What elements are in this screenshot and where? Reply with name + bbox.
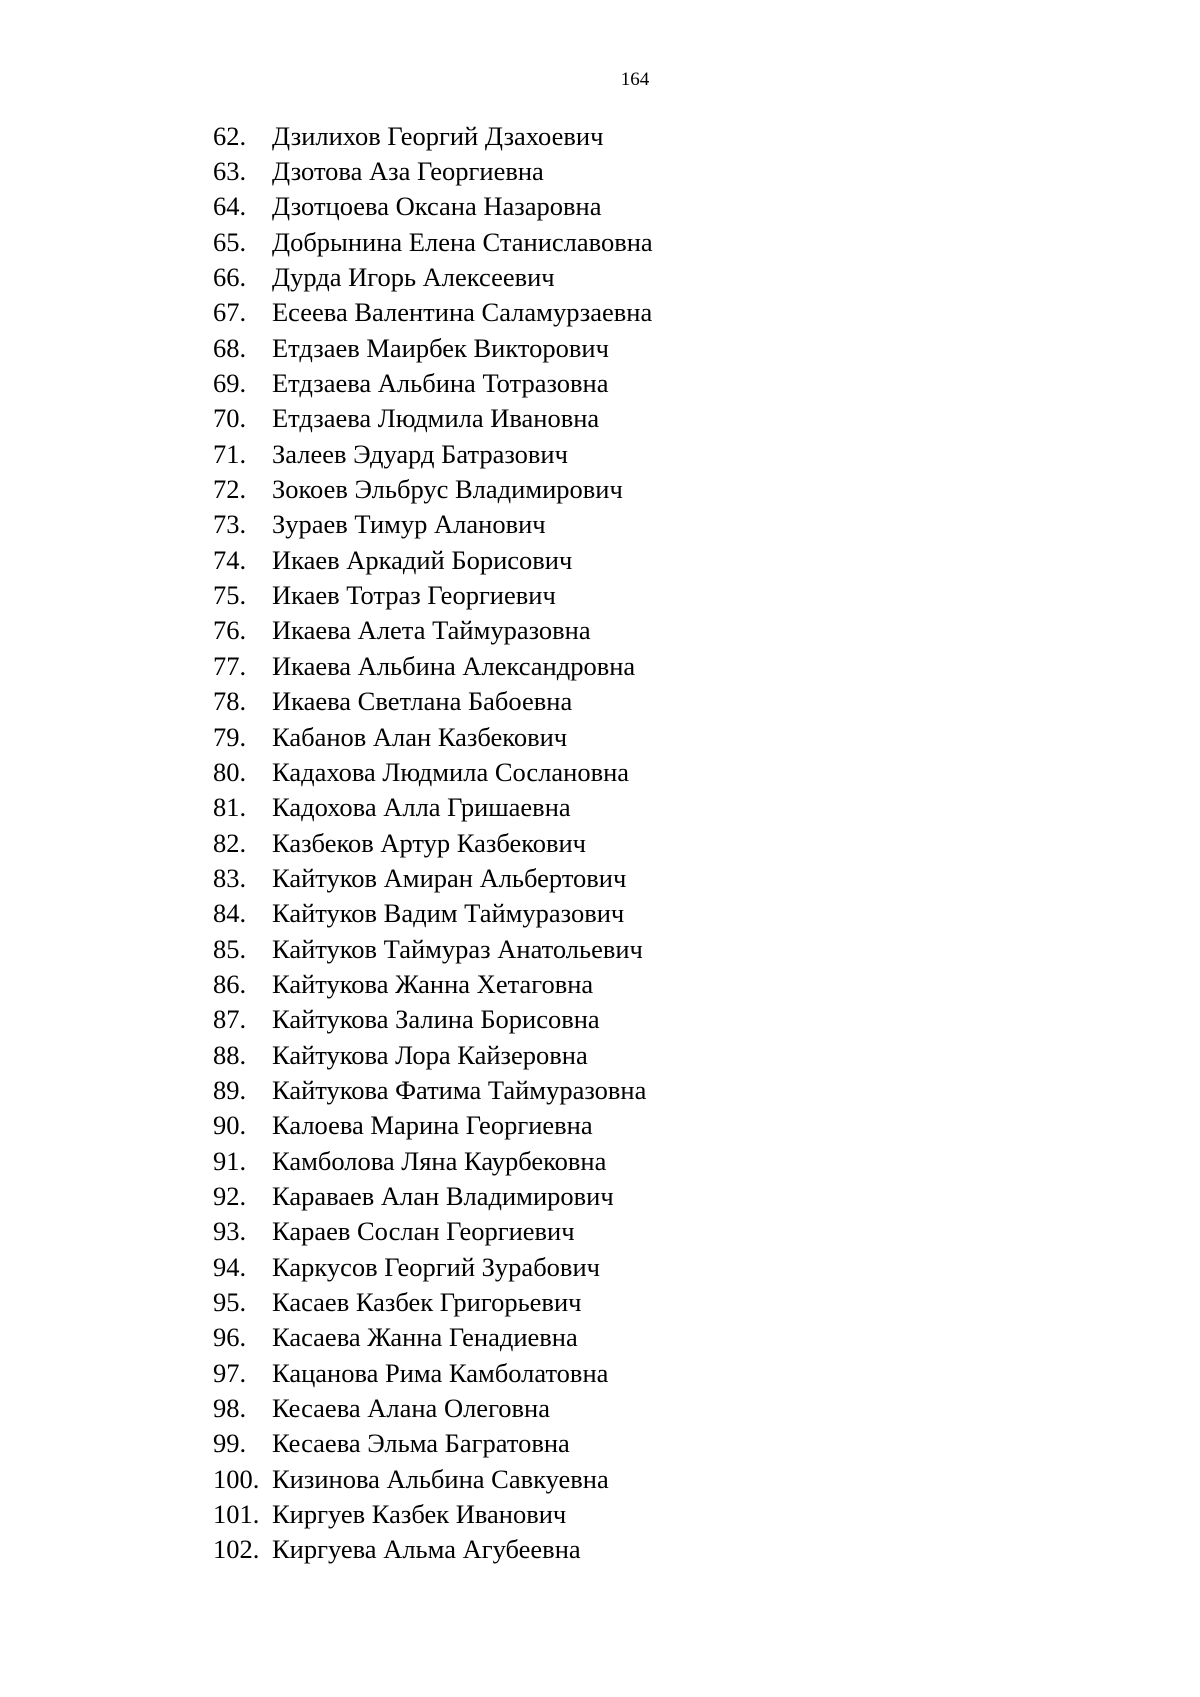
item-name: Дзотцоева Оксана Назаровна xyxy=(272,191,602,222)
list-item xyxy=(0,754,653,789)
list-item xyxy=(0,825,653,860)
item-name: Етдзаева Альбина Тотразовна xyxy=(272,368,609,399)
item-name: Дзотова Аза Георгиевна xyxy=(272,156,544,187)
item-name: Кадахова Людмила Сослановна xyxy=(272,756,630,787)
list-item xyxy=(0,719,653,754)
item-number: 72. xyxy=(213,474,247,505)
list-item xyxy=(0,1496,653,1531)
name-list xyxy=(0,118,653,1567)
item-number: 77. xyxy=(213,650,247,681)
item-number: 75. xyxy=(213,580,247,611)
list-item xyxy=(0,1214,653,1249)
list-item xyxy=(0,471,653,506)
item-number: 94. xyxy=(213,1251,247,1282)
item-name: Кесаева Алана Олеговна xyxy=(272,1393,550,1424)
list-item xyxy=(0,153,653,188)
item-name: Зураев Тимур Аланович xyxy=(272,509,546,540)
list-item xyxy=(0,613,653,648)
list-item xyxy=(0,896,653,931)
item-number: 91. xyxy=(213,1145,247,1176)
item-number: 87. xyxy=(213,1004,247,1035)
item-number: 79. xyxy=(213,721,247,752)
list-item xyxy=(0,365,653,400)
list-item xyxy=(0,330,653,365)
item-number: 92. xyxy=(213,1180,247,1211)
item-number: 64. xyxy=(213,191,247,222)
item-number: 81. xyxy=(213,792,247,823)
list-item xyxy=(0,1284,653,1319)
item-name: Икаева Алета Таймуразовна xyxy=(272,615,591,646)
item-name: Касаева Жанна Генадиевна xyxy=(272,1322,578,1353)
item-name: Калоева Марина Георгиевна xyxy=(272,1110,593,1141)
list-item xyxy=(0,1461,653,1496)
list-item xyxy=(0,189,653,224)
item-number: 83. xyxy=(213,862,247,893)
item-number: 80. xyxy=(213,756,247,787)
list-item xyxy=(0,1178,653,1213)
item-name: Добрынина Елена Станиславовна xyxy=(272,226,653,257)
item-name: Етдзаев Маирбек Викторович xyxy=(272,332,609,363)
item-name: Кесаева Эльма Багратовна xyxy=(272,1428,570,1459)
list-item xyxy=(0,1320,653,1355)
list-item xyxy=(0,860,653,895)
item-number: 95. xyxy=(213,1287,247,1318)
item-name: Зокоев Эльбрус Владимирович xyxy=(272,474,623,505)
item-number: 78. xyxy=(213,686,247,717)
item-number: 97. xyxy=(213,1357,247,1388)
list-item xyxy=(0,542,653,577)
item-number: 66. xyxy=(213,262,247,293)
item-name: Кайтуков Таймураз Анатольевич xyxy=(272,933,643,964)
item-name: Кайтуков Вадим Таймуразович xyxy=(272,898,625,929)
item-number: 102. xyxy=(213,1534,260,1565)
item-name: Казбеков Артур Казбекович xyxy=(272,827,587,858)
item-name: Кайтукова Залина Борисовна xyxy=(272,1004,600,1035)
list-item xyxy=(0,259,653,294)
list-item xyxy=(0,577,653,612)
item-name: Киргуев Казбек Иванович xyxy=(272,1499,567,1530)
item-name: Икаев Аркадий Борисович xyxy=(272,544,573,575)
item-name: Икаев Тотраз Георгиевич xyxy=(272,580,556,611)
item-name: Камболова Ляна Каурбековна xyxy=(272,1145,607,1176)
item-number: 93. xyxy=(213,1216,247,1247)
list-item xyxy=(0,118,653,153)
list-item xyxy=(0,648,653,683)
list-item xyxy=(0,436,653,471)
list-item xyxy=(0,507,653,542)
item-number: 96. xyxy=(213,1322,247,1353)
item-number: 73. xyxy=(213,509,247,540)
item-number: 68. xyxy=(213,332,247,363)
item-name: Киргуева Альма Агубеевна xyxy=(272,1534,581,1565)
item-name: Кайтукова Жанна Хетаговна xyxy=(272,968,594,999)
item-number: 76. xyxy=(213,615,247,646)
item-number: 88. xyxy=(213,1039,247,1070)
list-item xyxy=(0,1355,653,1390)
item-name: Кайтукова Фатима Таймуразовна xyxy=(272,1074,647,1105)
item-name: Каркусов Георгий Зурабович xyxy=(272,1251,600,1282)
item-number: 86. xyxy=(213,968,247,999)
list-item xyxy=(0,1390,653,1425)
list-item xyxy=(0,1249,653,1284)
page-number: 164 xyxy=(620,69,650,90)
list-item xyxy=(0,401,653,436)
item-name: Кайтуков Амиран Альбертович xyxy=(272,862,627,893)
item-name: Кадохова Алла Гришаевна xyxy=(272,792,571,823)
item-number: 74. xyxy=(213,544,247,575)
item-name: Кацанова Рима Камболатовна xyxy=(272,1357,609,1388)
list-item xyxy=(0,1002,653,1037)
item-name: Караев Сослан Георгиевич xyxy=(272,1216,575,1247)
list-item xyxy=(0,931,653,966)
item-number: 67. xyxy=(213,297,247,328)
item-number: 71. xyxy=(213,438,247,469)
item-number: 63. xyxy=(213,156,247,187)
list-item xyxy=(0,790,653,825)
item-name: Икаева Альбина Александровна xyxy=(272,650,636,681)
item-number: 101. xyxy=(213,1499,260,1530)
list-item xyxy=(0,1108,653,1143)
item-name: Кайтукова Лора Кайзеровна xyxy=(272,1039,588,1070)
item-number: 62. xyxy=(213,120,247,151)
item-name: Икаева Светлана Бабоевна xyxy=(272,686,573,717)
list-item xyxy=(0,1037,653,1072)
item-name: Касаев Казбек Григорьевич xyxy=(272,1287,582,1318)
list-item xyxy=(0,224,653,259)
item-number: 70. xyxy=(213,403,247,434)
item-name: Дзилихов Георгий Дзахоевич xyxy=(272,120,604,151)
list-item xyxy=(0,295,653,330)
item-name: Караваев Алан Владимирович xyxy=(272,1180,614,1211)
item-number: 69. xyxy=(213,368,247,399)
item-number: 84. xyxy=(213,898,247,929)
list-item xyxy=(0,1532,653,1567)
list-item xyxy=(0,684,653,719)
item-number: 89. xyxy=(213,1074,247,1105)
item-name: Есеева Валентина Саламурзаевна xyxy=(272,297,653,328)
list-item xyxy=(0,1072,653,1107)
list-item xyxy=(0,1143,653,1178)
item-number: 85. xyxy=(213,933,247,964)
item-name: Кабанов Алан Казбекович xyxy=(272,721,568,752)
item-name: Дурда Игорь Алексеевич xyxy=(272,262,555,293)
item-name: Етдзаева Людмила Ивановна xyxy=(272,403,600,434)
item-number: 90. xyxy=(213,1110,247,1141)
item-number: 98. xyxy=(213,1393,247,1424)
item-number: 82. xyxy=(213,827,247,858)
item-number: 99. xyxy=(213,1428,247,1459)
list-item xyxy=(0,966,653,1001)
item-number: 100. xyxy=(213,1463,260,1494)
item-name: Кизинова Альбина Савкуевна xyxy=(272,1463,609,1494)
list-item xyxy=(0,1426,653,1461)
item-number: 65. xyxy=(213,226,247,257)
item-name: Залеев Эдуард Батразович xyxy=(272,438,568,469)
